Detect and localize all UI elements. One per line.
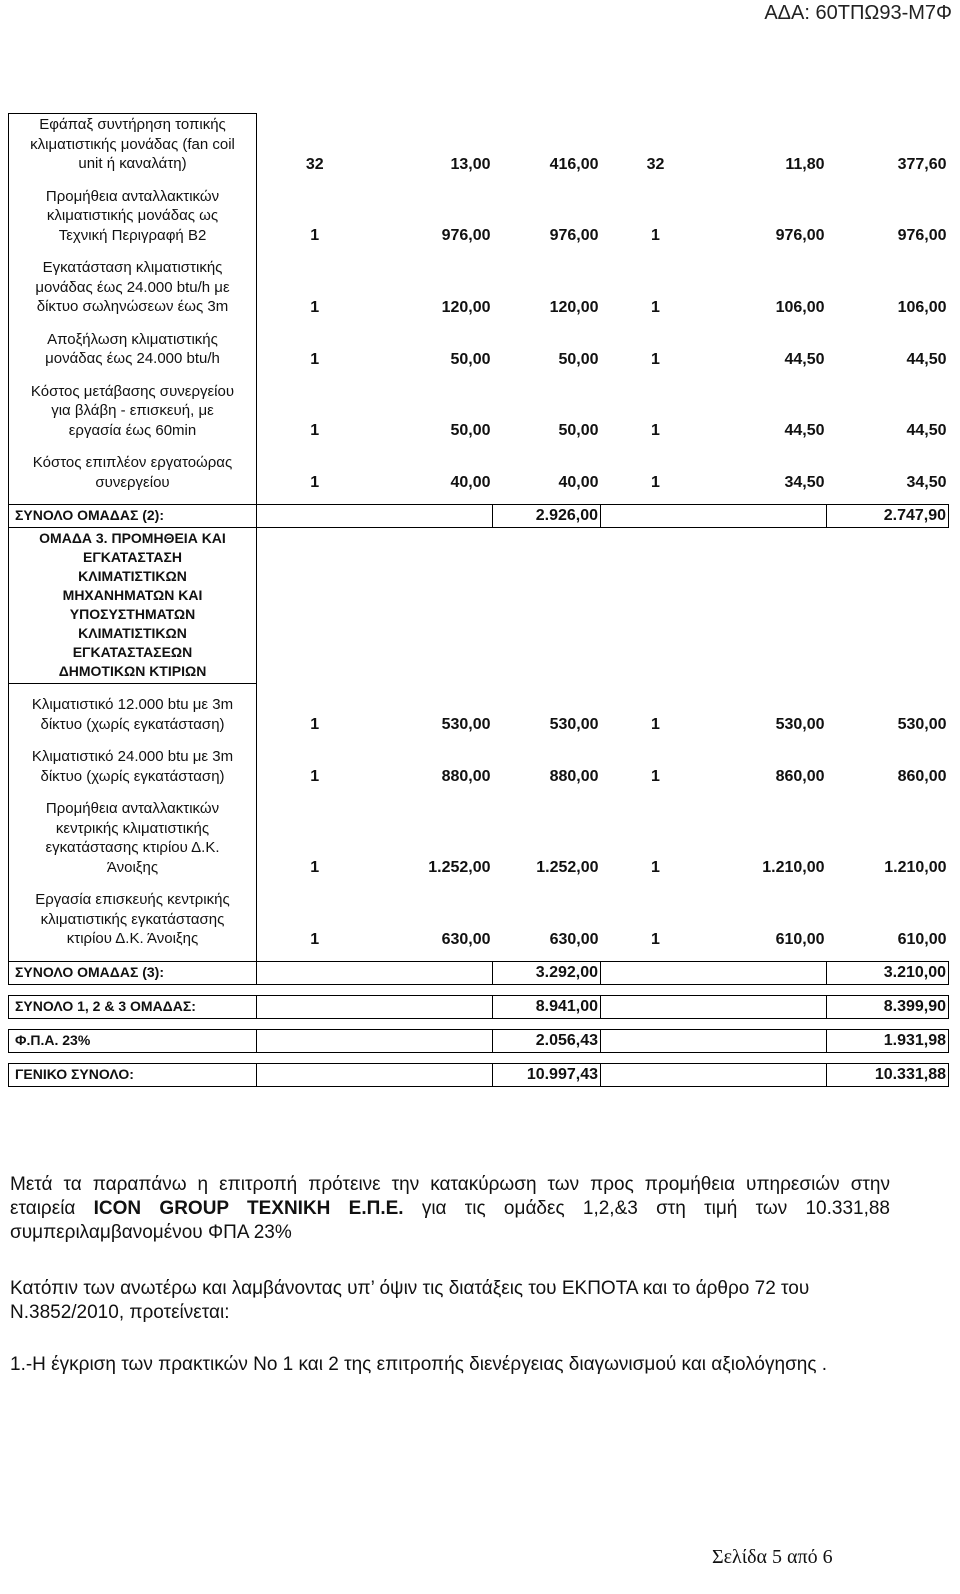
description-line: Εγκατάσταση κλιματιστικής: [42, 259, 223, 276]
total-blank-cell: [257, 1063, 493, 1086]
total-blank-cell: [601, 995, 827, 1018]
unit-price-offer-1: 50,00: [450, 350, 491, 368]
page-number: Σελίδα 5 από 6: [712, 1546, 833, 1568]
total-offer-2: 44,50: [906, 422, 947, 439]
total-offer-1: 630,00: [549, 930, 599, 948]
quantity-offer-1: 1: [310, 474, 320, 491]
quantity-offer-1: 1: [310, 227, 320, 244]
description-line: Κόστος μετάβασης συνεργείου: [30, 382, 235, 400]
spacer-cell: [9, 247, 257, 257]
item-description: [9, 889, 257, 951]
total-blank-cell: [601, 961, 827, 984]
spacer-cell: [9, 1018, 257, 1029]
spacer-cell: [257, 951, 949, 962]
quantity-offer-1: 1: [310, 422, 320, 439]
spacer-cell: [257, 319, 949, 329]
unit-price-offer-1: 40,00: [450, 474, 491, 491]
spacer-cell: [257, 684, 949, 695]
paragraph-award-part-a: Μετά τα παραπάνω η επιτροπή πρότεινε την κατακύρωση των προς προμήθεια υπηρεσιών στην εταιρεία: [10, 1174, 890, 1219]
description-line: δίκτυο σωληνώσεων έως 3m: [36, 298, 229, 315]
spacer-row: [9, 247, 949, 257]
spacer-cell: [257, 247, 949, 257]
total-value-offer-1: 8.941,00: [493, 995, 601, 1018]
unit-price-offer-2: 1.210,00: [762, 859, 825, 876]
total-offer-1: 976,00: [549, 227, 599, 244]
total-offer-1: 1.252,00: [536, 859, 599, 876]
spacer-cell: [9, 788, 257, 798]
description-line: Αποξήλωση κλιματιστικής: [47, 330, 218, 348]
total-offer-1: 120,00: [549, 298, 599, 316]
unit-price-offer-2: 530,00: [775, 716, 825, 733]
ada-code: ΑΔΑ: 60ΤΠΩ93-Μ7Φ: [764, 2, 952, 24]
total-offer-1: 40,00: [558, 474, 599, 491]
quantity-offer-1: 1: [310, 298, 320, 316]
description-line: δίκτυο (χωρίς εγκατάσταση): [40, 715, 225, 733]
total-row: [9, 1063, 949, 1086]
quantity-offer-2: 1: [651, 227, 660, 244]
item-description: [9, 798, 257, 879]
spacer-row: [9, 1018, 949, 1029]
group3-heading: [9, 528, 257, 684]
description-line: κλιματιστικής μονάδας ως: [46, 207, 219, 224]
description-line: μονάδας έως 24.000 btu/h: [45, 350, 220, 367]
unit-price-offer-1: 1.252,00: [428, 859, 491, 876]
offers-table: [8, 113, 949, 1087]
unit-price-offer-1: 976,00: [441, 227, 491, 244]
quantity-offer-2: 1: [651, 474, 660, 491]
table-row: [9, 798, 949, 879]
spacer-cell: [257, 494, 949, 505]
description-line: Άνοιξης: [106, 858, 159, 876]
quantity-offer-1: 1: [310, 768, 320, 785]
table-row: [9, 329, 949, 371]
quantity-offer-2: 1: [651, 350, 660, 368]
spacer-cell: [9, 176, 257, 186]
description-line: Κόστος επιπλέον εργατοώρας: [32, 454, 233, 471]
quantity-offer-2: 1: [651, 768, 660, 785]
total-value-offer-1: 3.292,00: [493, 961, 601, 984]
total-label: ΣΥΝΟΛΟ ΟΜΑΔΑΣ (3):: [9, 961, 257, 984]
paragraph-award-part-b: για τις ομάδες 1,2,&3 στη τιμή των 10.331,88 συμπεριλαμβανομένου ΦΠΑ 23%: [10, 1198, 890, 1243]
total-offer-2: 530,00: [897, 716, 947, 733]
spacer-cell: [257, 788, 949, 798]
unit-price-offer-2: 860,00: [775, 768, 825, 785]
unit-price-offer-1: 630,00: [441, 930, 491, 948]
total-blank-cell: [601, 1063, 827, 1086]
table-row: [9, 746, 949, 788]
total-offer-2: 610,00: [897, 930, 947, 948]
spacer-row: [9, 442, 949, 452]
total-label: ΣΥΝΟΛΟ 1, 2 & 3 ΟΜΑΔΑΣ:: [9, 995, 257, 1018]
total-blank-cell: [257, 505, 493, 528]
spacer-row: [9, 319, 949, 329]
item-description: [9, 114, 257, 176]
description-line: συνεργείου: [95, 473, 170, 491]
heading-line: ΕΓΚΑΤΑΣΤΑΣΕΩΝ: [72, 644, 193, 660]
description-line: Προμήθεια ανταλλακτικών: [45, 800, 220, 817]
heading-line: ΕΓΚΑΤΑΣΤΑΣΗ: [83, 549, 182, 565]
spacer-cell: [9, 984, 257, 995]
total-label: Φ.Π.Α. 23%: [9, 1029, 257, 1052]
spacer-row: [9, 788, 949, 798]
total-offer-2: 106,00: [897, 298, 947, 316]
description-line: μονάδας έως 24.000 btu/h με: [35, 278, 230, 296]
paragraph-proposal: Κατόπιν των ανωτέρω και λαμβάνοντας υπ’ όψιν τις διατάξεις του ΕΚΠΟΤΑ και το άρθρο 72 του Ν.3852/2010, προτείνεται:: [10, 1278, 810, 1323]
spacer-cell: [9, 1052, 257, 1063]
unit-price-offer-1: 50,00: [450, 422, 491, 439]
table-row: [9, 694, 949, 736]
spacer-cell: [257, 442, 949, 452]
spacer-cell: [257, 736, 949, 746]
spacer-cell: [257, 879, 949, 889]
description-line: κτιρίου Δ.Κ. Άνοιξης: [66, 930, 199, 947]
total-value-offer-2: 1.931,98: [827, 1029, 949, 1052]
unit-price-offer-2: 44,50: [784, 422, 825, 439]
description-line: Προμήθεια ανταλλακτικών: [45, 187, 220, 205]
unit-price-offer-1: 13,00: [450, 155, 491, 173]
description-line: unit ή καναλάτη): [78, 155, 187, 172]
heading-line: ΥΠΟΣΥΣΤΗΜΑΤΩΝ: [69, 606, 196, 622]
total-row: [9, 995, 949, 1018]
table-row: [9, 186, 949, 248]
total-offer-2: 1.210,00: [884, 859, 947, 876]
quantity-offer-2: 1: [651, 930, 660, 948]
quantity-offer-2: 1: [651, 422, 660, 439]
quantity-offer-1: 1: [310, 350, 320, 368]
table-row: [9, 452, 949, 494]
company-name: ICON GROUP ΤΕΧΝΙΚΗ Ε.Π.Ε.: [93, 1198, 404, 1219]
unit-price-offer-2: 11,80: [785, 155, 825, 173]
group3-heading-row: [9, 528, 949, 684]
quantity-offer-2: 1: [651, 716, 660, 733]
spacer-cell: [9, 684, 257, 695]
item-description: [9, 186, 257, 248]
paragraph-approval: 1.-Η έγκριση των πρακτικών Νο 1 και 2 της επιτροπής διενέργειας διαγωνισμού και αξιολόγησης .: [10, 1354, 828, 1375]
unit-price-offer-1: 880,00: [441, 768, 491, 785]
description-line: Εργασία επισκευής κεντρικής: [35, 891, 230, 908]
spacer-row: [9, 684, 949, 695]
total-value-offer-1: 10.997,43: [493, 1063, 601, 1086]
unit-price-offer-2: 610,00: [775, 930, 825, 948]
item-description: [9, 746, 257, 788]
spacer-cell: [9, 494, 257, 505]
table-row: [9, 381, 949, 443]
total-value-offer-2: 8.399,90: [827, 995, 949, 1018]
spacer-row: [9, 494, 949, 505]
total-row: [9, 1029, 949, 1052]
description-line: κλιματιστικής μονάδας (fan coil: [30, 135, 235, 153]
unit-price-offer-2: 44,50: [784, 350, 825, 368]
spacer-cell: [9, 736, 257, 746]
total-row: [9, 961, 949, 984]
total-blank-cell: [257, 961, 493, 984]
description-line: εγκατάστασης κτιρίου Δ.Κ.: [45, 839, 220, 856]
description-line: για βλάβη - επισκευή, με: [51, 402, 214, 419]
empty-cell: [257, 528, 949, 684]
table-row: [9, 257, 949, 319]
spacer-row: [9, 371, 949, 381]
total-blank-cell: [601, 1029, 827, 1052]
spacer-cell: [257, 984, 949, 995]
total-label: ΓΕΝΙΚΟ ΣΥΝΟΛΟ:: [9, 1063, 257, 1086]
spacer-row: [9, 736, 949, 746]
quantity-offer-1: 1: [310, 930, 320, 948]
unit-price-offer-1: 530,00: [441, 716, 491, 733]
unit-price-offer-2: 106,00: [775, 298, 825, 316]
total-offer-2: 860,00: [897, 768, 947, 785]
description-line: Κλιματιστικό 24.000 btu με 3m: [31, 748, 234, 765]
total-row: [9, 505, 949, 528]
table-row: [9, 114, 949, 176]
description-line: δίκτυο (χωρίς εγκατάσταση): [40, 767, 225, 785]
total-offer-1: 50,00: [558, 350, 599, 368]
description-line: Τεχνική Περιγραφή Β2: [58, 226, 207, 244]
total-blank-cell: [257, 995, 493, 1018]
quantity-offer-2: 32: [646, 155, 665, 173]
total-offer-1: 50,00: [558, 422, 599, 439]
unit-price-offer-1: 120,00: [441, 298, 491, 316]
total-value-offer-1: 2.056,43: [493, 1029, 601, 1052]
quantity-offer-1: 32: [305, 155, 324, 173]
total-offer-1: 880,00: [549, 768, 599, 785]
spacer-cell: [257, 371, 949, 381]
heading-line: ΟΜΑΔΑ 3. ΠΡΟΜΗΘΕΙΑ ΚΑΙ: [39, 530, 226, 546]
spacer-row: [9, 951, 949, 962]
spacer-row: [9, 176, 949, 186]
description-line: εργασία έως 60min: [68, 421, 197, 439]
quantity-offer-1: 1: [310, 859, 320, 876]
description-line: Κλιματιστικό 12.000 btu με 3m: [31, 696, 234, 713]
item-description: [9, 381, 257, 443]
total-offer-2: 44,50: [906, 350, 947, 368]
total-blank-cell: [257, 1029, 493, 1052]
description-line: Εφάπαξ συντήρηση τοπικής: [39, 116, 226, 133]
spacer-row: [9, 879, 949, 889]
total-label: ΣΥΝΟΛΟ ΟΜΑΔΑΣ (2):: [9, 505, 257, 528]
heading-line: ΚΛΙΜΑΤΙΣΤΙΚΩΝ: [78, 625, 187, 641]
quantity-offer-2: 1: [651, 298, 660, 316]
unit-price-offer-2: 34,50: [784, 474, 825, 491]
total-value-offer-2: 3.210,00: [827, 961, 949, 984]
item-description: [9, 452, 257, 494]
description-line: κλιματιστικής εγκατάστασης: [40, 910, 225, 928]
spacer-cell: [9, 319, 257, 329]
total-value-offer-2: 2.747,90: [827, 505, 949, 528]
total-value-offer-2: 10.331,88: [827, 1063, 949, 1086]
spacer-row: [9, 984, 949, 995]
spacer-cell: [257, 1018, 949, 1029]
total-value-offer-1: 2.926,00: [493, 505, 601, 528]
item-description: [9, 329, 257, 371]
paragraph-award: [10, 1173, 890, 1245]
unit-price-offer-2: 976,00: [775, 227, 825, 244]
description-line: κεντρικής κλιματιστικής: [55, 819, 210, 837]
quantity-offer-2: 1: [651, 859, 660, 876]
total-offer-2: 34,50: [906, 474, 947, 491]
spacer-cell: [257, 1052, 949, 1063]
item-description: [9, 257, 257, 319]
total-blank-cell: [601, 505, 827, 528]
heading-line: ΔΗΜΟΤΙΚΩΝ ΚΤΙΡΙΩΝ: [58, 663, 207, 679]
spacer-cell: [9, 442, 257, 452]
total-offer-2: 976,00: [897, 227, 947, 244]
heading-line: ΜΗΧΑΝΗΜΑΤΩΝ ΚΑΙ: [62, 587, 203, 603]
total-offer-1: 416,00: [549, 155, 599, 173]
item-description: [9, 694, 257, 736]
heading-line: ΚΛΙΜΑΤΙΣΤΙΚΩΝ: [78, 568, 187, 584]
spacer-cell: [9, 951, 257, 962]
total-offer-1: 530,00: [549, 716, 599, 733]
spacer-cell: [9, 879, 257, 889]
total-offer-2: 377,60: [897, 155, 947, 173]
spacer-row: [9, 1052, 949, 1063]
quantity-offer-1: 1: [310, 716, 320, 733]
spacer-cell: [257, 176, 949, 186]
table-row: [9, 889, 949, 951]
spacer-cell: [9, 371, 257, 381]
